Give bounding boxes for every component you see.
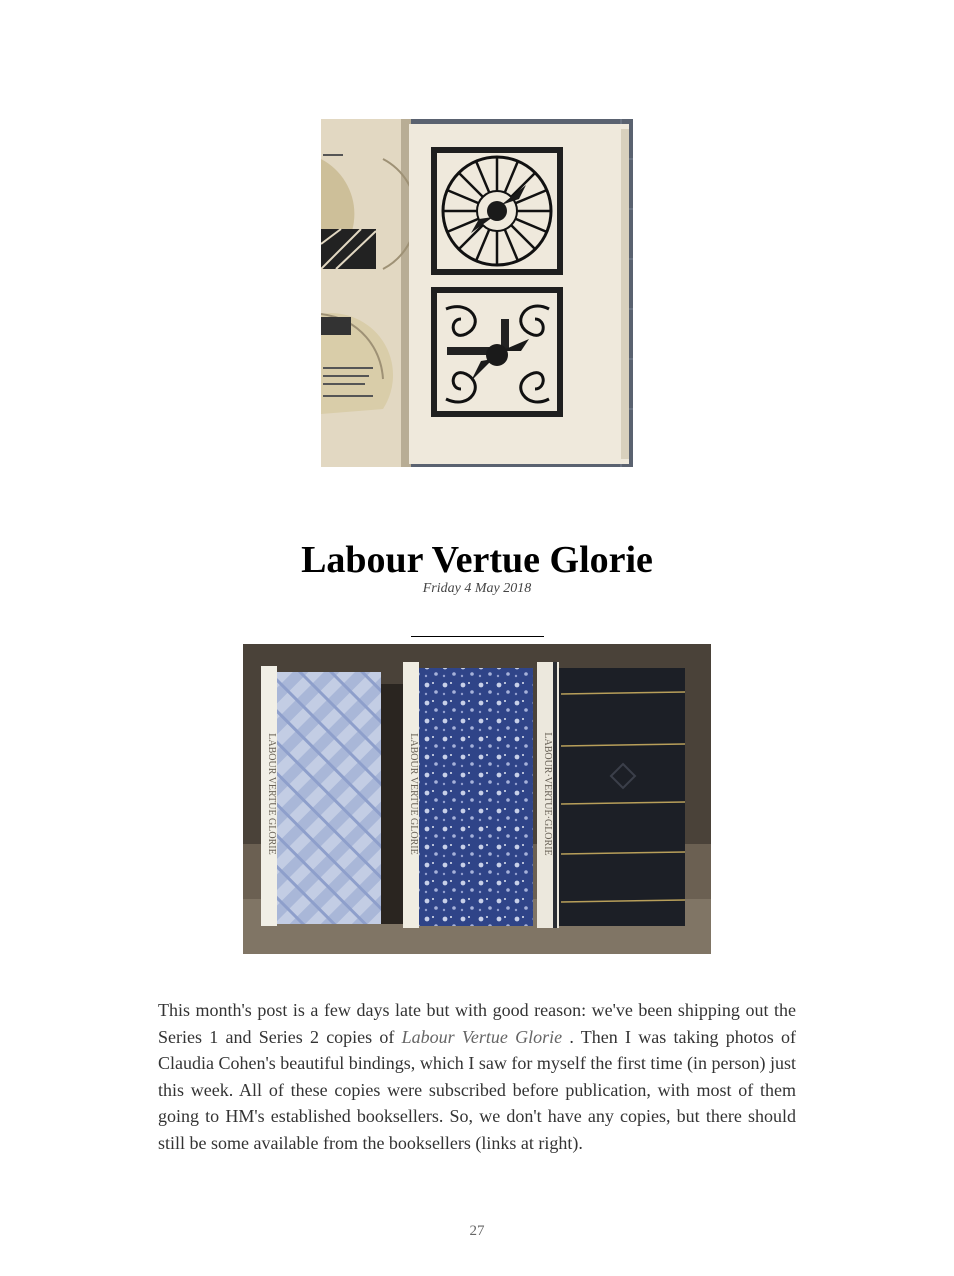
post-date: Friday 4 May 2018 bbox=[422, 581, 532, 596]
page-number: 27 bbox=[469, 1223, 485, 1239]
bindings-photo bbox=[243, 644, 711, 954]
post-body-part-1: This month's post is a few days late but with good reason: we've been shipping out the Series 1 and Series 2 copies of bbox=[158, 1000, 796, 1047]
post-title: Labour Vertue Glorie bbox=[301, 539, 653, 581]
book-title-reference: Labour Vertue Glorie bbox=[401, 1026, 563, 1047]
post-body bbox=[158, 997, 796, 1157]
spine-label-3: LABOUR·VERTUE·GLORIE bbox=[542, 732, 553, 856]
open-book-photo bbox=[321, 119, 633, 467]
title-divider bbox=[411, 636, 544, 637]
spine-label-1: LABOUR VERTUE GLORIE bbox=[266, 733, 277, 855]
open-book-illustration bbox=[321, 119, 633, 467]
bindings-illustration bbox=[243, 644, 711, 954]
post-body-part-2: . Then I was taking photos of Claudia Cohen's beautiful bindings, which I saw for myself the first time (in person) just this week. All of these copies were subscribed before publication, with most of them going to HM's established booksellers. So, we don't have any copies, but there should still be some available from the booksellers (links at right). bbox=[158, 1026, 796, 1153]
spine-label-2: LABOUR VERTUE GLORIE bbox=[408, 733, 419, 855]
